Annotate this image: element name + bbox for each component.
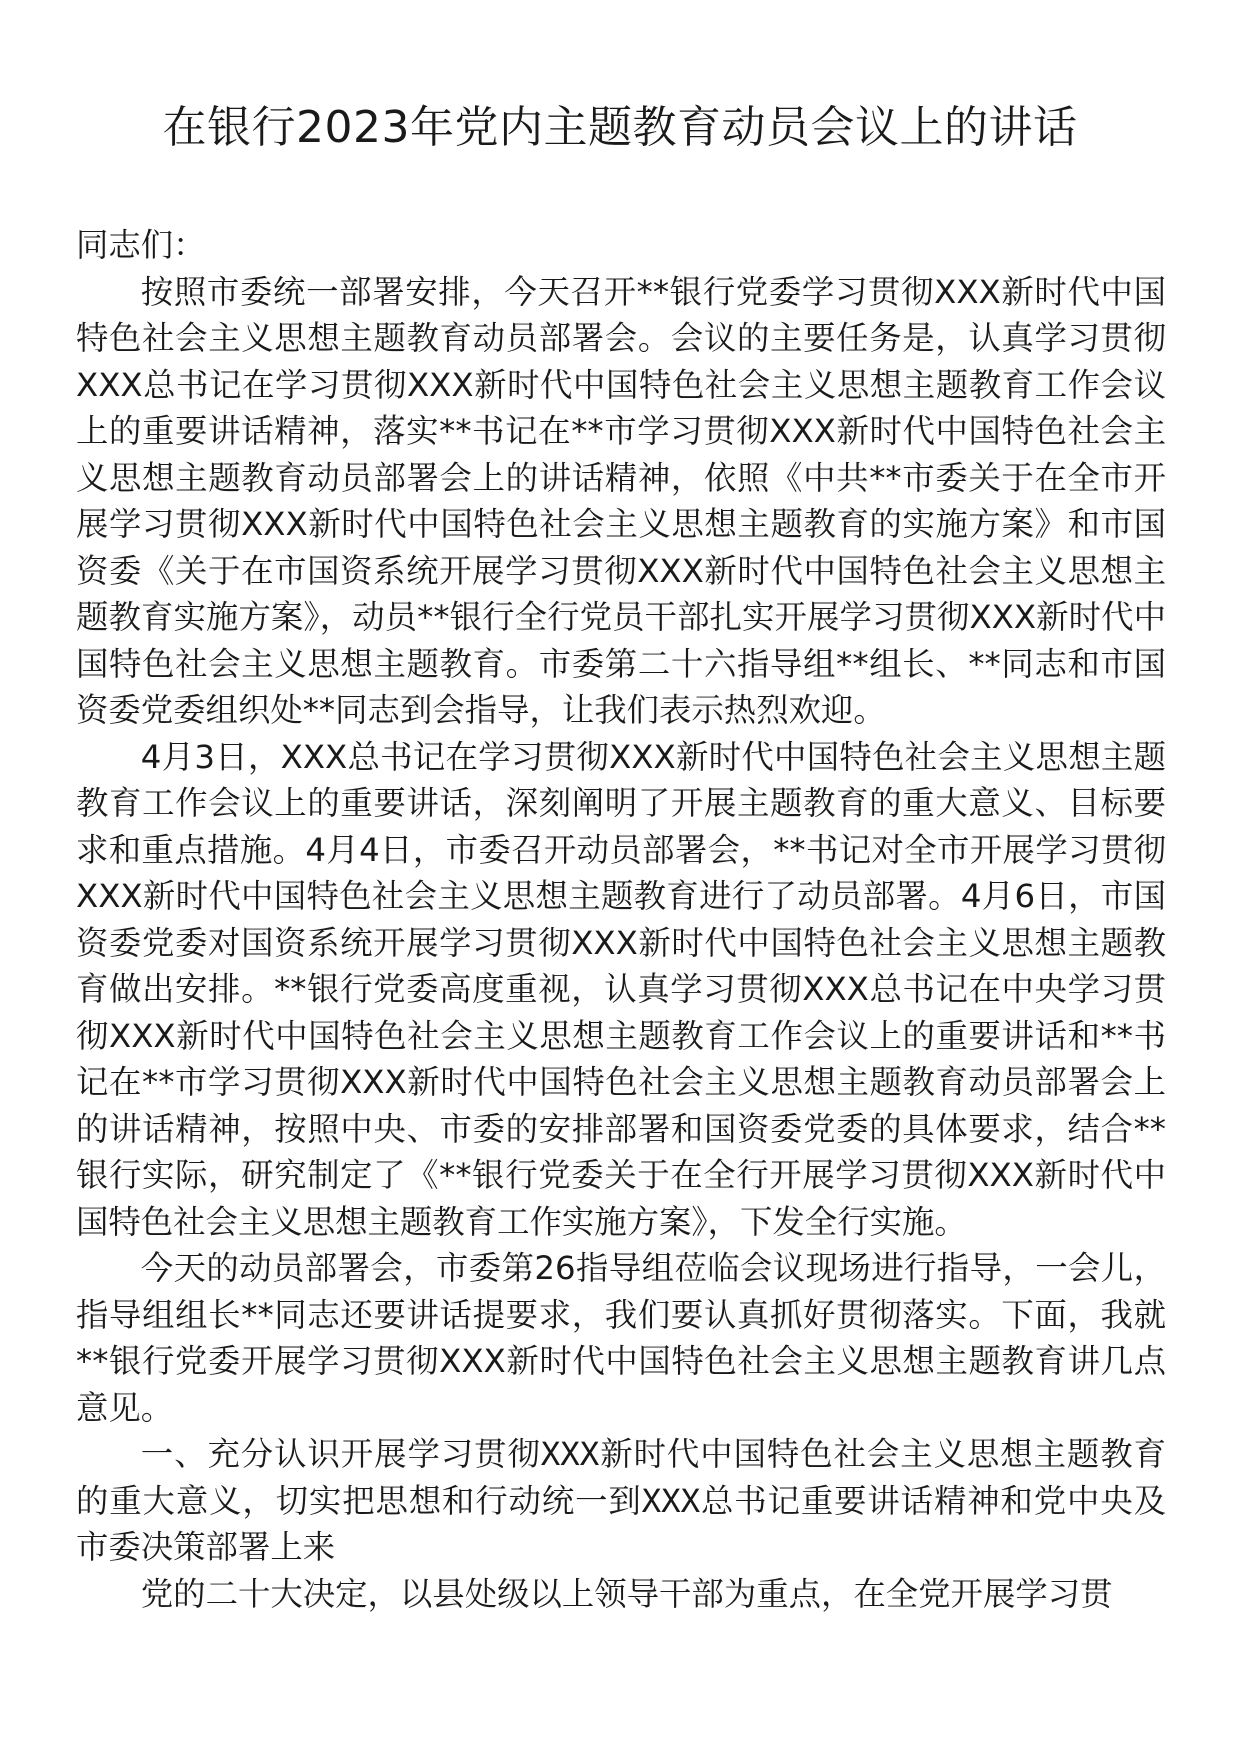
paragraph: 4月3日，XXX总书记在学习贯彻XXX新时代中国特色社会主义思想主题教育工作会议上的重要讲话，深刻阐明了开展主题教育的重大意义、目标要求和重点措施。4月4日，市委召开动员部署会，**书记对全市开展学习贯彻XXX新时代中国特色社会主义思想主题教育进行了动员部署。4月6日，市国资委党委对国资系统开展学习贯彻XXX新时代中国特色社会主义思想主题教育做出安排。**银行党委高度重视，认真学习贯彻XXX总书记在中央学习贯彻XXX新时代中国特色社会主义思想主题教育工作会议上的重要讲话和**书记在**市学习贯彻XXX新时代中国特色社会主义思想主题教育动员部署会上的讲话精神，按照中央、市委的安排部署和国资委党委的具体要求，结合**银行实际，研究制定了《**银行党委关于在全行开展学习贯彻XXX新时代中国特色社会主义思想主题教育工作实施方案》，下发全行实施。: [76, 737, 1166, 1241]
paragraph: 按照市委统一部署安排，今天召开**银行党委学习贯彻XXX新时代中国特色社会主义思想主题教育动员部署会。会议的主要任务是，认真学习贯彻XXX总书记在学习贯彻XXX新时代中国特色社会主义思想主题教育工作会议上的重要讲话精神，落实**书记在**市学习贯彻XXX新时代中国特色社会主义思想主题教育动员部署会上的讲话精神，依照《中共**市委关于在全市开展学习贯彻XXX新时代中国特色社会主义思想主题教育的实施方案》和市国资委《关于在市国资系统开展学习贯彻XXX新时代中国特色社会主义思想主题教育实施方案》，动员**银行全行党员干部扎实开展学习贯彻XXX新时代中国特色社会主义思想主题教育。市委第二十六指导组**组长、**同志和市国资委党委组织处**同志到会指导，让我们表示热烈欢迎。: [76, 272, 1166, 729]
paragraph: 党的二十大决定，以县处级以上领导干部为重点，在全党开展学习贯: [140, 1574, 1113, 1613]
document-body: [76, 222, 1166, 1617]
paragraph: 今天的动员部署会，市委第26指导组莅临会议现场进行指导，一会儿，指导组组长**同志还要讲话提要求，我们要认真抓好贯彻落实。下面，我就**银行党委开展学习贯彻XXX新时代中国特色社会主义思想主题教育讲几点意见。: [76, 1249, 1166, 1427]
salutation: 同志们：: [76, 226, 206, 264]
section-heading: 一、充分认识开展学习贯彻XXX新时代中国特色社会主义思想主题教育的重大意义，切实把思想和行动统一到XXX总书记重要讲话精神和党中央及市委决策部署上来: [76, 1435, 1166, 1566]
page-title: 在银行2023年党内主题教育动员会议上的讲话: [162, 102, 1078, 153]
